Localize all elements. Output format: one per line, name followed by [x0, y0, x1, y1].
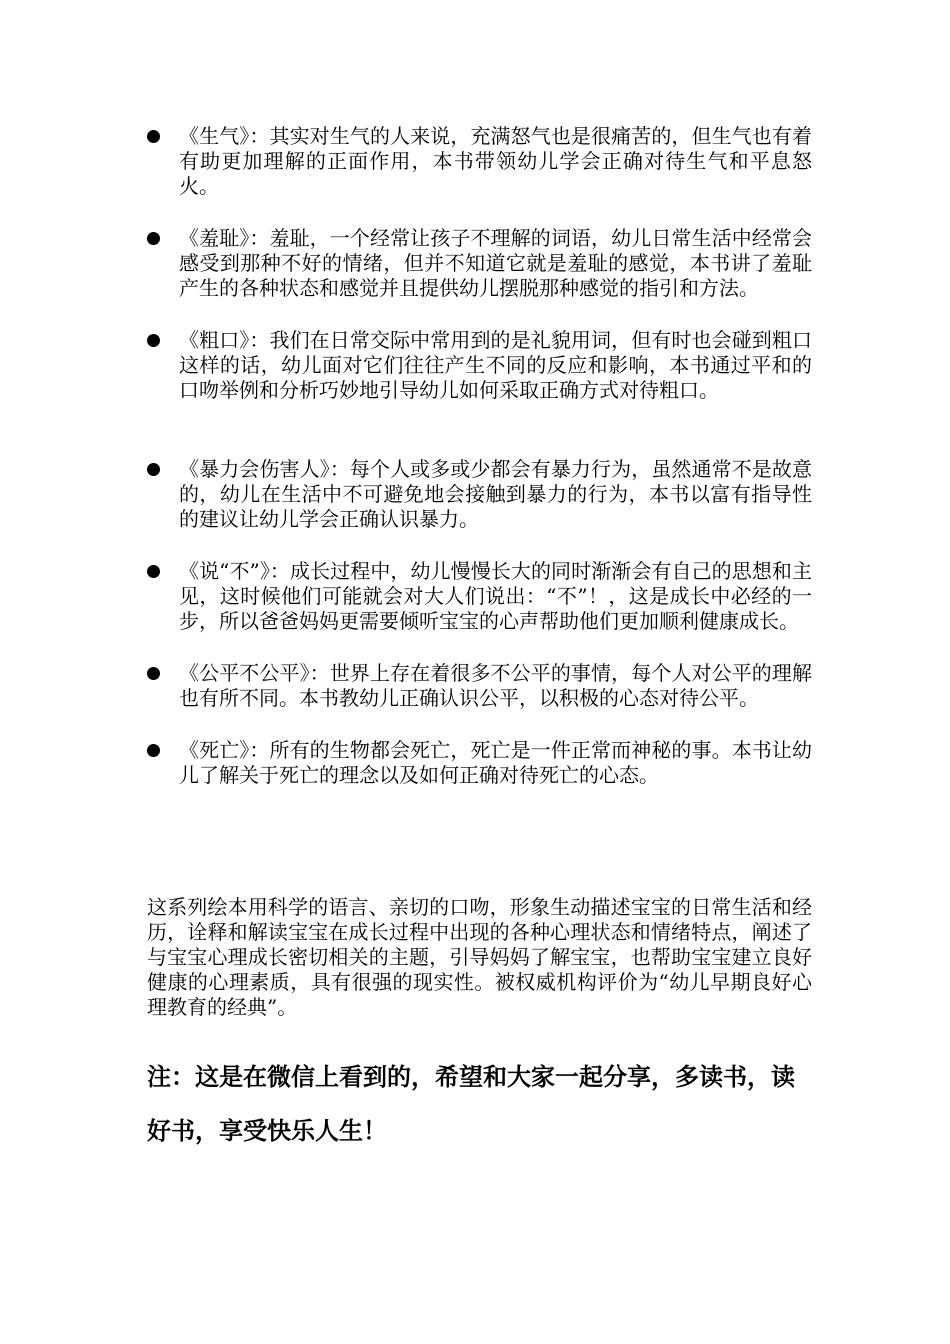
bullet-icon [147, 565, 160, 578]
bullet-icon [147, 667, 160, 680]
list-item-text: 《生气》：其实对生气的人来说，充满怒气也是很痛苦的，但生气也有着有助更加理解的正面作用，本书带领幼儿学会正确对待生气和平息怒火。 [179, 124, 812, 198]
bullet-icon [147, 130, 160, 143]
list-item [147, 559, 812, 634]
list-item [147, 328, 812, 403]
list-item [147, 738, 812, 788]
list-item [147, 661, 812, 711]
list-item-text: 《公平不公平》：世界上存在着很多不公平的事情，每个人对公平的理解也有所不同。本书教幼儿正确认识公平，以积极的心态对待公平。 [179, 661, 812, 710]
bullet-icon [147, 744, 160, 757]
list-item [147, 457, 812, 532]
bullet-icon [147, 463, 160, 476]
list-item-text: 《暴力会伤害人》：每个人或多或少都会有暴力行为，虽然通常不是故意的，幼儿在生活中不可避免地会接触到暴力的行为，本书以富有指导性的建议让幼儿学会正确认识暴力。 [179, 457, 812, 531]
list-item [147, 124, 812, 199]
book-list [147, 124, 812, 815]
bullet-icon [147, 334, 160, 347]
list-item [147, 226, 812, 301]
list-item-text: 《粗口》：我们在日常交际中常用到的是礼貌用词，但有时也会碰到粗口这样的话，幼儿面对它们往往产生不同的反应和影响，本书通过平和的口吻举例和分析巧妙地引导幼儿如何采取正确方式对待粗口。 [179, 328, 812, 402]
bullet-icon [147, 232, 160, 245]
list-item-text: 《说“不”》：成长过程中，幼儿慢慢长大的同时渐渐会有自己的思想和主见，这时候他们可能就会对大人们说出：“不”！，这是成长中必经的一步，所以爸爸妈妈更需要倾听宝宝的心声帮助他们更加顺利健康成长。 [179, 559, 812, 633]
summary-paragraph: 这系列绘本用科学的语言、亲切的口吻，形象生动描述宝宝的日常生活和经历，诠释和解读宝宝在成长过程中出现的各种心理状态和情绪特点，阐述了与宝宝心理成长密切相关的主题，引导妈妈了解宝宝，也帮助宝宝建立良好健康的心理素质，具有很强的现实性。被权威机构评价为“幼儿早期良好心理教育的经典”。 [147, 895, 812, 1019]
list-item-text: 《羞耻》：羞耻，一个经常让孩子不理解的词语，幼儿日常生活中经常会感受到那种不好的情绪，但并不知道它就是羞耻的感觉，本书讲了羞耻产生的各种状态和感觉并且提供幼儿摆脱那种感觉的指引和方法。 [179, 226, 812, 300]
list-item-text: 《死亡》：所有的生物都会死亡，死亡是一件正常而神秘的事。本书让幼儿了解关于死亡的理念以及如何正确对待死亡的心态。 [179, 738, 812, 787]
note-paragraph: 注：这是在微信上看到的，希望和大家一起分享，多读书，读好书，享受快乐人生！ [147, 1062, 795, 1145]
